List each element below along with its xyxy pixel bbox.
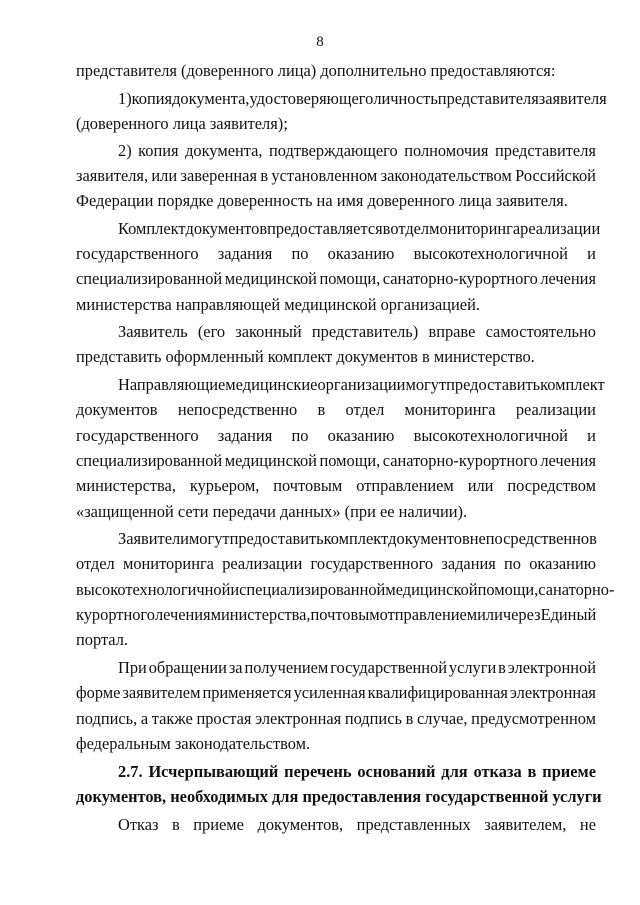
word: установленном <box>271 166 378 185</box>
word: организации <box>317 375 406 394</box>
word: мониторинга <box>429 219 521 238</box>
word: медицинские <box>225 375 318 394</box>
word: непосредственно <box>469 529 590 548</box>
text-line <box>118 814 596 836</box>
text-line <box>76 604 596 626</box>
word: по <box>504 554 521 573</box>
word: 2.7. <box>118 762 143 781</box>
word: предоставляется <box>267 219 383 238</box>
word: отдел <box>345 400 385 419</box>
word: в <box>498 658 506 677</box>
word: усиленная <box>293 683 366 702</box>
word: высокотехнологичной <box>413 426 568 445</box>
word: реализации <box>520 219 601 238</box>
word: медицинской <box>224 451 317 470</box>
word: медицинской <box>385 580 478 599</box>
word: в <box>527 762 537 781</box>
word: реализации <box>222 554 303 573</box>
word: санаторно-курортного <box>382 451 538 470</box>
text-line: представить оформленный комплект документов в министерство. <box>76 347 535 366</box>
word: представителя <box>437 89 539 108</box>
word: почтовым <box>273 476 343 495</box>
word: подтверждающего <box>268 141 398 160</box>
word: электронная <box>255 709 342 728</box>
word: по <box>291 244 309 263</box>
word: удостоверяющего <box>249 89 374 108</box>
word: задания <box>441 554 496 573</box>
word: задания <box>217 426 273 445</box>
section-heading-line: документов, необходимых для предоставления государственной услуги <box>76 787 602 806</box>
word: за <box>228 658 243 677</box>
word: законодательством <box>380 166 512 185</box>
word: копия <box>138 141 179 160</box>
word: а <box>140 709 149 728</box>
word: Комплект <box>118 219 186 238</box>
word: министерства, <box>210 605 311 624</box>
text-line <box>76 399 596 421</box>
word: квалифицированная <box>367 683 508 702</box>
word: отказа <box>473 762 522 781</box>
word: Заявитель <box>118 322 188 341</box>
word: государственного <box>310 554 434 573</box>
word: оказанию <box>327 426 395 445</box>
word: оказанию <box>327 244 395 263</box>
word: документов <box>185 219 268 238</box>
word: непосредственно <box>177 400 298 419</box>
word: вправе <box>428 322 476 341</box>
word: заявителя <box>538 89 607 108</box>
word: высокотехнологичной <box>76 580 231 599</box>
text-line <box>76 243 596 265</box>
word: предоставить <box>229 529 324 548</box>
word: электронная <box>509 683 596 702</box>
word: по <box>291 426 309 445</box>
text-line <box>76 450 596 472</box>
word: подпись <box>344 709 402 728</box>
word: документов <box>76 400 158 419</box>
word: реализации <box>515 400 596 419</box>
word: Отказ <box>118 815 159 834</box>
word: представитель) <box>311 322 419 341</box>
text-line <box>118 374 605 396</box>
word: документа, <box>185 141 263 160</box>
word: личность <box>373 89 438 108</box>
word: 2) <box>118 141 132 160</box>
word: Заявители <box>118 529 189 548</box>
word: мониторинга <box>404 400 496 419</box>
word: простая <box>196 709 252 728</box>
word: в <box>260 166 269 185</box>
text-line: министерства направляющей медицинской организацией. <box>76 295 480 314</box>
text-line <box>76 425 596 447</box>
word: применяется <box>202 683 292 702</box>
word: и <box>587 244 596 263</box>
word: и <box>587 426 596 445</box>
word: могут <box>405 375 447 394</box>
text-line <box>118 88 607 110</box>
word: или <box>477 605 503 624</box>
word: помощи, <box>477 580 539 599</box>
text-line: портал. <box>76 630 129 649</box>
word: в <box>589 529 597 548</box>
word: документов <box>388 529 470 548</box>
word: лечения <box>540 451 596 470</box>
word: 1) <box>118 89 132 108</box>
word: самостоятельно <box>485 322 596 341</box>
text-line <box>76 682 596 704</box>
text-line: Федерации порядке доверенность на имя доверенного лица заявителя. <box>76 191 568 210</box>
word: При <box>118 658 147 677</box>
word: форме <box>76 683 121 702</box>
word: специализированной <box>76 451 223 470</box>
word: в <box>317 400 326 419</box>
word: через <box>502 605 541 624</box>
word: заявителем, <box>484 815 567 834</box>
word: помощи, <box>319 451 381 470</box>
word: предоставить <box>446 375 541 394</box>
word: перечень <box>284 762 352 781</box>
word: специализированной <box>239 580 386 599</box>
text-line: (доверенного лица заявителя); <box>76 114 288 133</box>
word: приеме <box>542 762 596 781</box>
word: копия <box>131 89 173 108</box>
page-number: 8 <box>316 34 324 50</box>
word: не <box>579 815 596 834</box>
text-line <box>118 140 596 162</box>
word: комплект <box>323 529 389 548</box>
word: задания <box>217 244 273 263</box>
word: мониторинга <box>122 554 214 573</box>
word: могут <box>188 529 230 548</box>
word: также <box>151 709 193 728</box>
word: услуги <box>448 658 497 677</box>
word: заверенная <box>180 166 257 185</box>
word: государственной <box>330 658 448 677</box>
word: отправлением <box>379 605 478 624</box>
word: государственного <box>76 244 199 263</box>
word: предусмотренном <box>471 709 596 728</box>
word: законный <box>235 322 302 341</box>
word: отправлением <box>356 476 454 495</box>
text-line <box>76 708 596 730</box>
word: заявителем <box>122 683 201 702</box>
word: или <box>151 166 178 185</box>
text-line <box>76 268 596 290</box>
text-line <box>118 657 596 679</box>
word: комплект <box>540 375 605 394</box>
word: санаторно- <box>538 580 615 599</box>
word: для <box>441 762 468 781</box>
word: подпись, <box>76 709 138 728</box>
word: Исчерпывающий <box>148 762 279 781</box>
word: (его <box>197 322 226 341</box>
word: медицинской <box>224 269 317 288</box>
word: в <box>382 219 391 238</box>
word: получением <box>244 658 329 677</box>
word: отдел <box>76 554 115 573</box>
word: курьером, <box>189 476 260 495</box>
word: полномочия <box>404 141 489 160</box>
word: в <box>405 709 414 728</box>
word: помощи, <box>319 269 381 288</box>
word: почтовым <box>310 605 380 624</box>
word: посредством <box>507 476 596 495</box>
word: представленных <box>356 815 471 834</box>
word: Направляющие <box>118 375 226 394</box>
word: оказанию <box>529 554 596 573</box>
word: в <box>172 815 180 834</box>
word: отдел <box>390 219 430 238</box>
text-line: «защищенной сети передачи данных» (при ее наличии). <box>76 502 468 521</box>
text-line: федеральным законодательством. <box>76 734 311 753</box>
word: обращении <box>148 658 227 677</box>
word: курортного <box>76 605 155 624</box>
word: государственного <box>76 426 199 445</box>
word: электронной <box>507 658 596 677</box>
word: приеме <box>193 815 244 834</box>
word: документа, <box>172 89 250 108</box>
word: оснований <box>357 762 436 781</box>
word: специализированной <box>76 269 223 288</box>
text-line <box>76 553 596 575</box>
text-line <box>118 218 601 240</box>
text-line: представителя (доверенного лица) дополнительно предоставляются: <box>76 61 556 80</box>
word: лечения <box>154 605 211 624</box>
word: санаторно-курортного <box>382 269 538 288</box>
section-heading-line <box>118 761 596 783</box>
word: министерства, <box>76 476 176 495</box>
word: или <box>467 476 494 495</box>
word: высокотехнологичной <box>413 244 568 263</box>
word: Единый <box>540 605 597 624</box>
text-line <box>118 528 596 550</box>
text-line <box>76 165 596 187</box>
word: и <box>230 580 240 599</box>
word: заявителя, <box>76 166 149 185</box>
word: представителя <box>494 141 596 160</box>
text-line <box>76 475 596 497</box>
word: лечения <box>540 269 596 288</box>
word: документов, <box>257 815 344 834</box>
word: случае, <box>416 709 468 728</box>
text-line <box>118 321 596 343</box>
text-line <box>76 579 615 601</box>
word: Российской <box>515 166 596 185</box>
